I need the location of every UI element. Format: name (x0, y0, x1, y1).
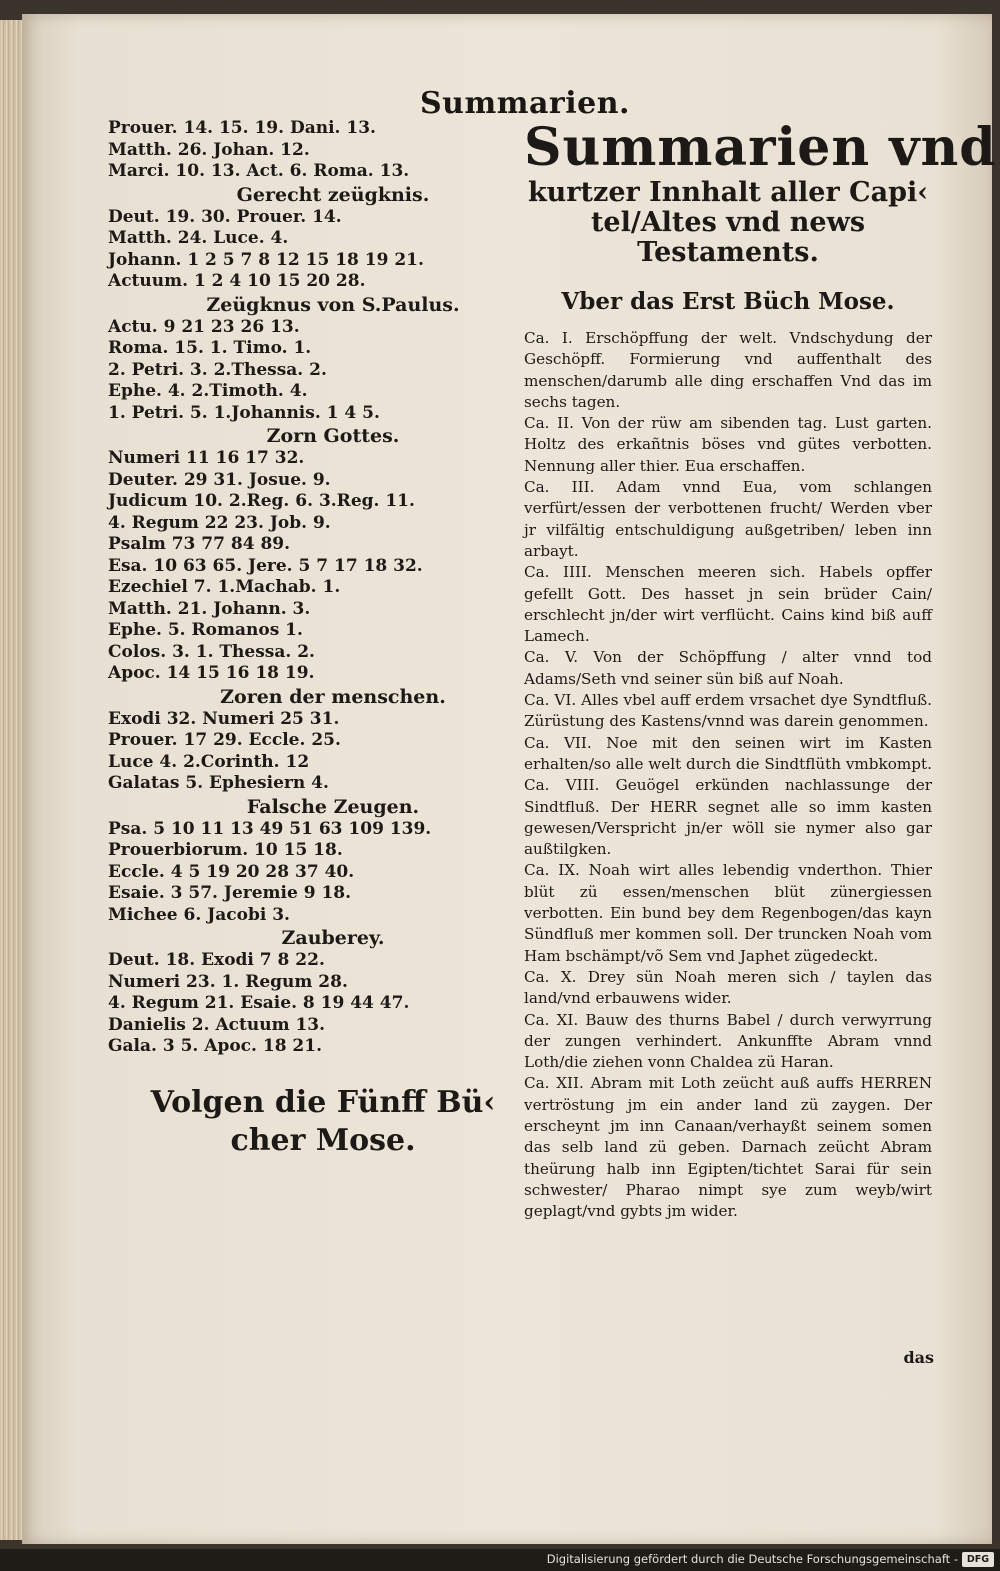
ref-row: Prouer. 17 29. Eccle. 25. (108, 730, 341, 750)
ref-row: Roma. 15. 1. Timo. 1. (108, 338, 312, 358)
section-heading: Zorn Gottes. (266, 425, 400, 447)
ref-row: 1. Petri. 5. 1.Johannis. 1 4 5. (108, 402, 380, 423)
section-heading: Zeügknus von S.Paulus. (206, 293, 460, 316)
chapter-summary: Ca. VII. Noe mit den seinen wirt im Kasten erhalten/so alle welt durch die Sindtflüth vmbkompt. (524, 733, 932, 773)
footer-bar (0, 1549, 1000, 1571)
chapter-summary: Ca. III. Adam vnnd Eua, vom schlangen verfürt/essen der verbottenen frucht/ Werden vber jr vilfältig entschuldigung außgetriben/ leben inn arbayt. (524, 478, 932, 560)
ref-row: Deuter. 29 31. Josue. 9. (108, 469, 331, 490)
ref-row: Psa. 5 10 11 13 49 51 63 109 139. (108, 818, 432, 839)
ref-row: Exodi 32. Numeri 25 31. (108, 708, 340, 729)
ref-row: Danielis 2. Actuum 13. (108, 1014, 326, 1035)
ref-row: Actuum. 1 2 4 10 15 20 28. (108, 271, 366, 291)
book-page-edges (0, 20, 22, 1540)
chapter-summary: Ca. II. Von der rüw am sibenden tag. Lust garten. Holtz des erkañtnis böses vnd gütes verbotten. Nennung aller thier. Eua erschaffen. (524, 414, 932, 475)
ref-row: Matth. 26. Johan. 12. (108, 139, 310, 160)
chapter-summary: Ca. VIII. Geuögel erkünden nachlassunge der Sindtfluß. Der HERR segnet alle so imm kasten gewesen/Verspricht jn/er wöll sie nymer also gar außtilgken. (524, 776, 932, 859)
ref-row: Marci. 10. 13. Act. 6. Roma. 13. (108, 161, 410, 181)
closing-heading-line: cher Mose. (230, 1122, 416, 1158)
ref-row: Prouer. 14. 15. 19. Dani. 13. (108, 118, 376, 138)
ref-row: Apoc. 14 15 16 18 19. (108, 663, 315, 683)
chapter-summary: Ca. IIII. Menschen meeren sich. Habels opffer gefellt Gott. Des hasset jn sein brüder Cain/ erschlecht jn/der wirt verflücht. Cains kind biß auff Lamech. (524, 563, 932, 646)
section-heading: Zauberey. (281, 927, 385, 949)
main-title: Summarien vnd (524, 117, 997, 178)
ref-row: Numeri 11 16 17 32. (108, 448, 305, 468)
subtitle-line: tel/Altes vnd news (590, 207, 866, 238)
ref-row: Matth. 21. Johann. 3. (108, 598, 311, 619)
ref-row: Esaie. 3 57. Jeremie 9 18. (108, 883, 352, 903)
running-head: Summarien. (420, 86, 630, 121)
ref-row: Judicum 10. 2.Reg. 6. 3.Reg. 11. (108, 491, 415, 511)
ref-row: Michee 6. Jacobi 3. (108, 904, 290, 925)
ref-row: Deut. 19. 30. Prouer. 14. (108, 206, 342, 227)
chapter-summary: Ca. VI. Alles vbel auff erdem vrsachet dye Syndtfluß. Zürüstung des Kastens/vnnd was darein genommen. (524, 691, 932, 731)
ref-row: Deut. 18. Exodi 7 8 22. (108, 950, 325, 970)
closing-heading (108, 1084, 518, 1160)
chapter-summary: Ca. XI. Bauw des thurns Babel / durch verwyrrung der zungen verhindert. Ankunffte Abram vnnd Loth/die ziehen vonn Chaldea zü Haran. (524, 1010, 932, 1072)
chapter-summary: Ca. I. Erschöpffung der welt. Vndschydung der Geschöpff. Formierung vnd auffenthalt des menschen/darumb alle ding erschaffen Vnd das im sechs tagen. (524, 329, 932, 411)
ref-row: Luce 4. 2.Corinth. 12 (108, 751, 310, 772)
subtitle-line: kurtzer Innhalt aller Capi‹ (527, 177, 929, 208)
chapter-summary: Ca. V. Von der Schöpffung / alter vnnd tod Adams/Seth vnd seiner sün biß auf Noah. (524, 648, 932, 688)
subtitle-line: Testaments. (637, 237, 819, 268)
closing-heading-line: Volgen die Fünff Bü‹ (150, 1084, 496, 1120)
dfg-logo: DFG (962, 1552, 994, 1567)
book-heading: Vber das Erst Büch Mose. (561, 288, 895, 315)
ref-row: Numeri 23. 1. Regum 28. (108, 971, 348, 992)
section-heading: Falsche Zeugen. (246, 795, 420, 818)
ref-row: Matth. 24. Luce. 4. (108, 228, 289, 248)
section-heading: Zoren der menschen. (220, 685, 446, 708)
ref-row: Galatas 5. Ephesiern 4. (108, 773, 329, 793)
section-heading: Gerecht zeügknis. (236, 183, 430, 206)
ref-row: Colos. 3. 1. Thessa. 2. (108, 641, 315, 662)
ref-row: 4. Regum 21. Esaie. 8 19 44 47. (108, 993, 410, 1013)
ref-row: Psalm 73 77 84 89. (108, 534, 291, 554)
chapter-summary: Ca. X. Drey sün Noah meren sich / taylen das land/vnd erbauwens wider. (524, 967, 932, 1008)
ref-row: Johann. 1 2 5 7 8 12 15 18 19 21. (108, 249, 424, 270)
ref-row: 2. Petri. 3. 2.Thessa. 2. (108, 359, 327, 380)
ref-row: Actu. 9 21 23 26 13. (108, 316, 300, 337)
ref-row: Esa. 10 63 65. Jere. 5 7 17 18 32. (108, 555, 423, 576)
ref-row: Prouerbiorum. 10 15 18. (108, 840, 343, 860)
left-column (108, 118, 518, 1160)
ref-row: 4. Regum 22 23. Job. 9. (108, 512, 331, 533)
ref-row: Eccle. 4 5 19 20 28 37 40. (108, 861, 355, 882)
right-column (524, 117, 997, 1222)
footer-credit: Digitalisierung gefördert durch die Deutsche Forschungsgemeinschaft - (546, 1552, 958, 1566)
chapter-summary: Ca. IX. Noah wirt alles lebendig vnderthon. Thier blüt zü essen/menschen blüt zünergiessen verbotten. Ein bund bey dem Regenbogen/das kayn Sündfluß mer kommen soll. Der truncken Noah vom Ham bschämpt/võ Sem vnd Japhet zügedeckt. (524, 861, 932, 965)
chapter-summary: Ca. XII. Abram mit Loth zeücht auß auffs HERREN vertröstung jm ein ander land zü zaygen. Der erscheynt jm inn Canaan/verhayßt seinem somen das selb land zü geben. Darnach zeücht Abram theürung halb inn Egipten/tichtet Sarai für sein schwester/ Pharao nimpt sye zum weyb/wirt geplagt/vnd gybts jm wider. (524, 1074, 932, 1221)
ref-row: Ezechiel 7. 1.Machab. 1. (108, 577, 341, 597)
catchword: das (903, 1348, 934, 1367)
ref-row: Gala. 3 5. Apoc. 18 21. (108, 1036, 323, 1056)
ref-row: Ephe. 5. Romanos 1. (108, 620, 303, 640)
ref-row: Ephe. 4. 2.Timoth. 4. (108, 381, 308, 401)
